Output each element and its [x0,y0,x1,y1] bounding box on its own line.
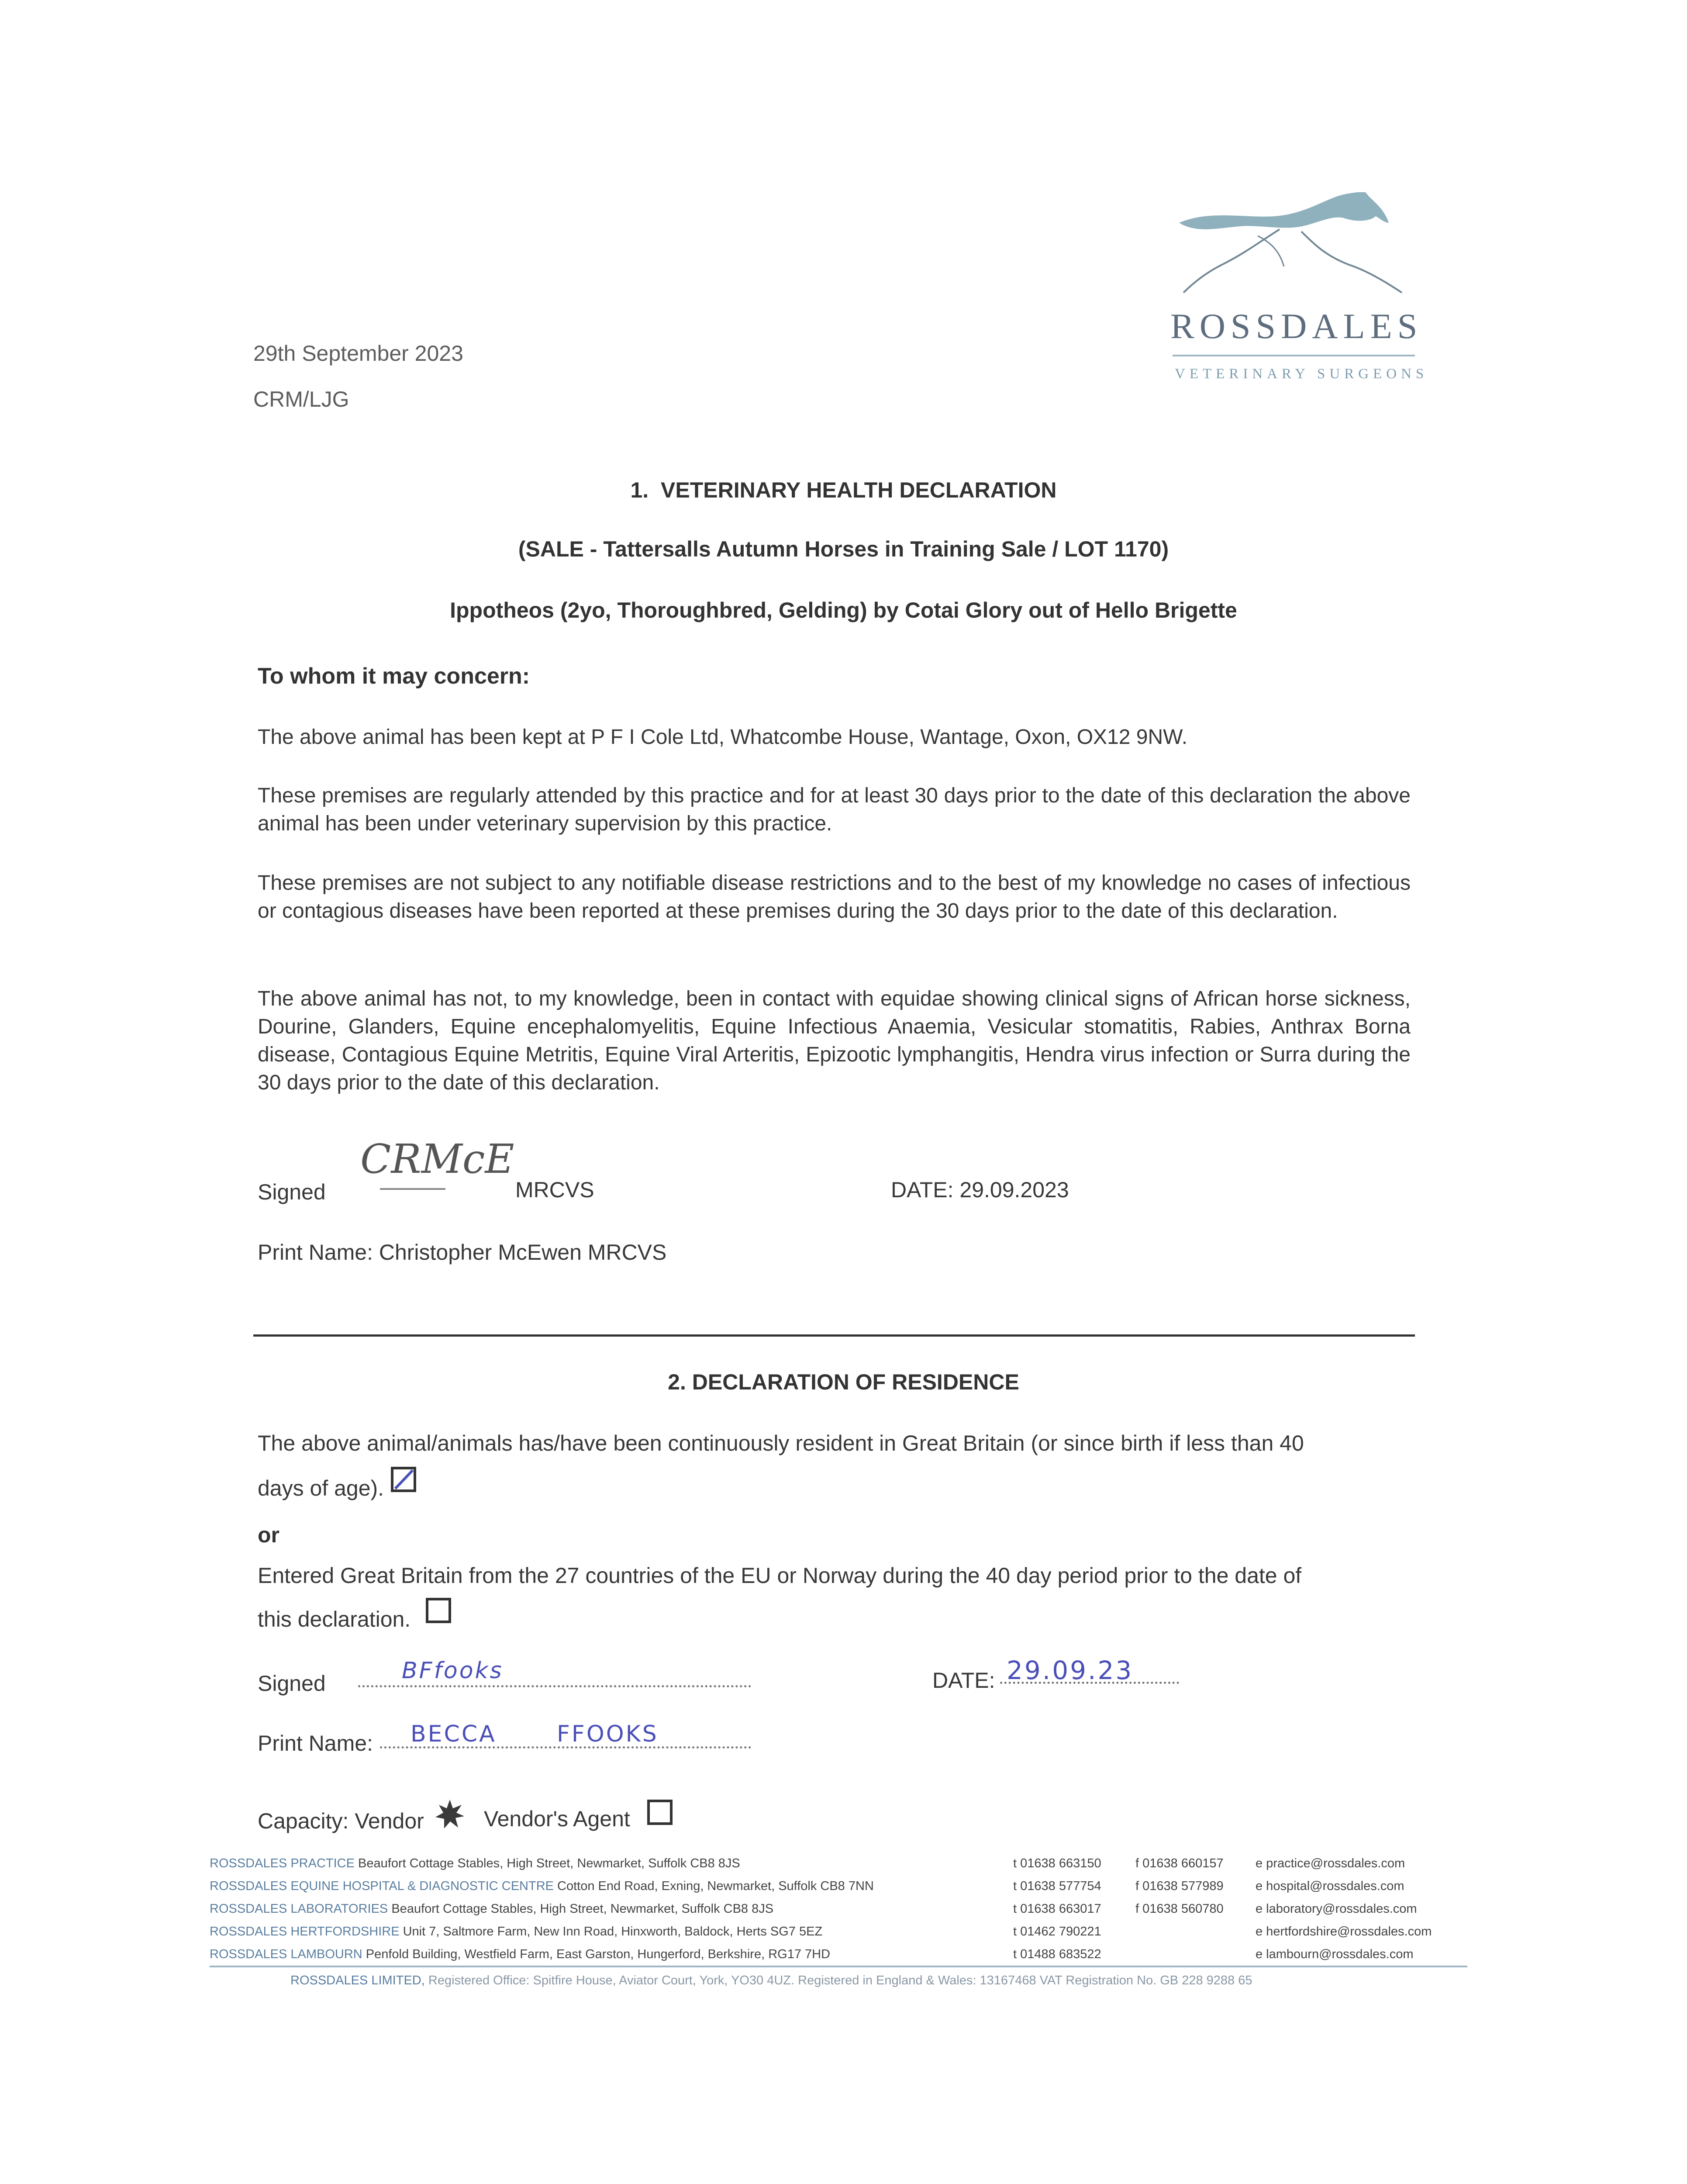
vendor-signature-line [358,1685,751,1687]
logo-title: ROSSDALES [1170,306,1423,346]
paragraph-kept-at: The above animal has been kept at P F I Cole Ltd, Whatcombe House, Wantage, Oxon, OX12 9NW. [258,726,1188,749]
vendor-signature: BFfooks [402,1658,504,1684]
vet-signature: CRMcE [360,1136,514,1182]
footer-tel-hospital: t 01638 577754 [1013,1879,1101,1893]
footer-fax-laboratories: f 01638 560780 [1135,1902,1224,1916]
section2-heading: 2. DECLARATION OF RESIDENCE [668,1370,1019,1394]
capacity-agent-label: Vendor's Agent [484,1807,630,1831]
section1-heading [0,477,1687,503]
logo-divider [1173,355,1415,356]
footer-email-hertfordshire: e hertfordshire@rossdales.com [1256,1925,1432,1939]
vendor-print-first: BECCA [411,1721,497,1747]
footer-row-hospital: ROSSDALES EQUINE HOSPITAL & DIAGNOSTIC CENTRE Cotton End Road, Exning, Newmarket, Suffolk CB8 7NN [210,1879,874,1893]
reference: CRM/LJG [253,387,349,411]
vet-print-name: Print Name: Christopher McEwen MRCVS [258,1240,667,1265]
vendor-print-last: FFOOKS [557,1721,659,1747]
vet-signed-label: Signed [258,1180,326,1204]
footer-email-practice: e practice@rossdales.com [1256,1856,1405,1870]
vendor-date-label: DATE: [932,1668,995,1693]
paragraph-supervision: These premises are regularly attended by this practice and for at least 30 days prior to the date of this declaration the above animal has been under veterinary supervision by this practice. [258,784,1411,835]
footer-fax-hospital: f 01638 577989 [1135,1879,1224,1893]
footer-email-lambourn: e lambourn@rossdales.com [1256,1947,1414,1961]
vet-mrcvs: MRCVS [515,1178,594,1202]
vet-date: DATE: 29.09.2023 [891,1178,1069,1202]
footer-row-laboratories: ROSSDALES LABORATORIES Beaufort Cottage Stables, High Street, Newmarket, Suffolk CB8 8JS [210,1902,774,1916]
sale-line: (SALE - Tattersalls Autumn Horses in Training Sale / LOT 1170) [518,537,1169,561]
residence-option1-checkbox[interactable] [391,1467,416,1492]
footer-divider [210,1966,1467,1967]
residence-option2-checkbox[interactable] [426,1598,451,1623]
footer-fax-practice: f 01638 660157 [1135,1856,1224,1870]
section1-title: VETERINARY HEALTH DECLARATION [661,478,1057,502]
footer-email-hospital: e hospital@rossdales.com [1256,1879,1404,1893]
capacity-vendor-label: Capacity: Vendor [258,1809,424,1833]
horse-logo-icon [1170,192,1415,306]
footer-tel-practice: t 01638 663150 [1013,1856,1101,1870]
section1-number: 1. [630,478,649,502]
vendor-signed-label: Signed [258,1671,326,1696]
logo-subtitle: VETERINARY SURGEONS [1175,366,1428,382]
vendor-print-label: Print Name: [258,1731,373,1755]
residence-option1-line1: The above animal/animals has/have been continuously resident in Great Britain (or since birth if less than 40 [258,1431,1304,1455]
footer-email-laboratories: e laboratory@rossdales.com [1256,1902,1417,1916]
scribble-star-icon [435,1799,465,1829]
salutation: To whom it may concern: [258,663,530,689]
letter-date: 29th September 2023 [253,341,463,366]
horse-line: Ippotheos (2yo, Thoroughbred, Gelding) by Cotai Glory out of Hello Brigette [450,598,1237,622]
vendor-date-value: 29.09.23 [1007,1655,1134,1685]
footer-tel-hertfordshire: t 01462 790221 [1013,1925,1101,1939]
footer-row-practice: ROSSDALES PRACTICE Beaufort Cottage Stables, High Street, Newmarket, Suffolk CB8 8JS [210,1856,740,1870]
paragraph-restrictions: These premises are not subject to any notifiable disease restrictions and to the best of my knowledge no cases of infectious or contagious diseases have been reported at these premises during the 30 days prior to the date of this declaration. [258,871,1411,923]
capacity-vendor-mark[interactable] [435,1799,465,1829]
section-divider [253,1334,1415,1337]
footer-registration: ROSSDALES LIMITED, Registered Office: Spitfire House, Aviator Court, York, YO30 4UZ. Registered in England & Wales: 13167468 VAT Registration No. GB 228 9288 65 [290,1973,1252,1987]
footer-tel-laboratories: t 01638 663017 [1013,1902,1101,1916]
residence-option1-line2: days of age). [258,1476,384,1500]
footer-row-lambourn: ROSSDALES LAMBOURN Penfold Building, Westfield Farm, East Garston, Hungerford, Berkshire, RG17 7HD [210,1947,831,1961]
vet-signature-underline [380,1188,445,1190]
check-slash-icon [393,1469,414,1489]
rossdales-logo [1170,192,1415,306]
footer-row-hertfordshire: ROSSDALES HERTFORDSHIRE Unit 7, Saltmore Farm, New Inn Road, Hinxworth, Baldock, Herts SG7 5EZ [210,1925,823,1939]
residence-option2-line1: Entered Great Britain from the 27 countries of the EU or Norway during the 40 day period prior to the date of [258,1563,1302,1588]
or-label: or [258,1523,279,1547]
footer [210,1856,1476,1970]
capacity-agent-checkbox[interactable] [647,1800,673,1825]
paragraph-disease-contact: The above animal has not, to my knowledge, been in contact with equidae showing clinical signs of African horse sickness, Dourine, Glanders, Equine encephalomyelitis, Equine Infectious Anaemia, Vesicular stomatitis, Rabies, Anthrax Borna disease, Contagious Equine Metritis, Equine Viral Arteritis, Epizootic lymphangitis, Hendra virus infection or Surra during the 30 days prior to the date of this declaration. [258,987,1411,1094]
footer-tel-lambourn: t 01488 683522 [1013,1947,1101,1961]
residence-option2-line2: this declaration. [258,1607,411,1631]
